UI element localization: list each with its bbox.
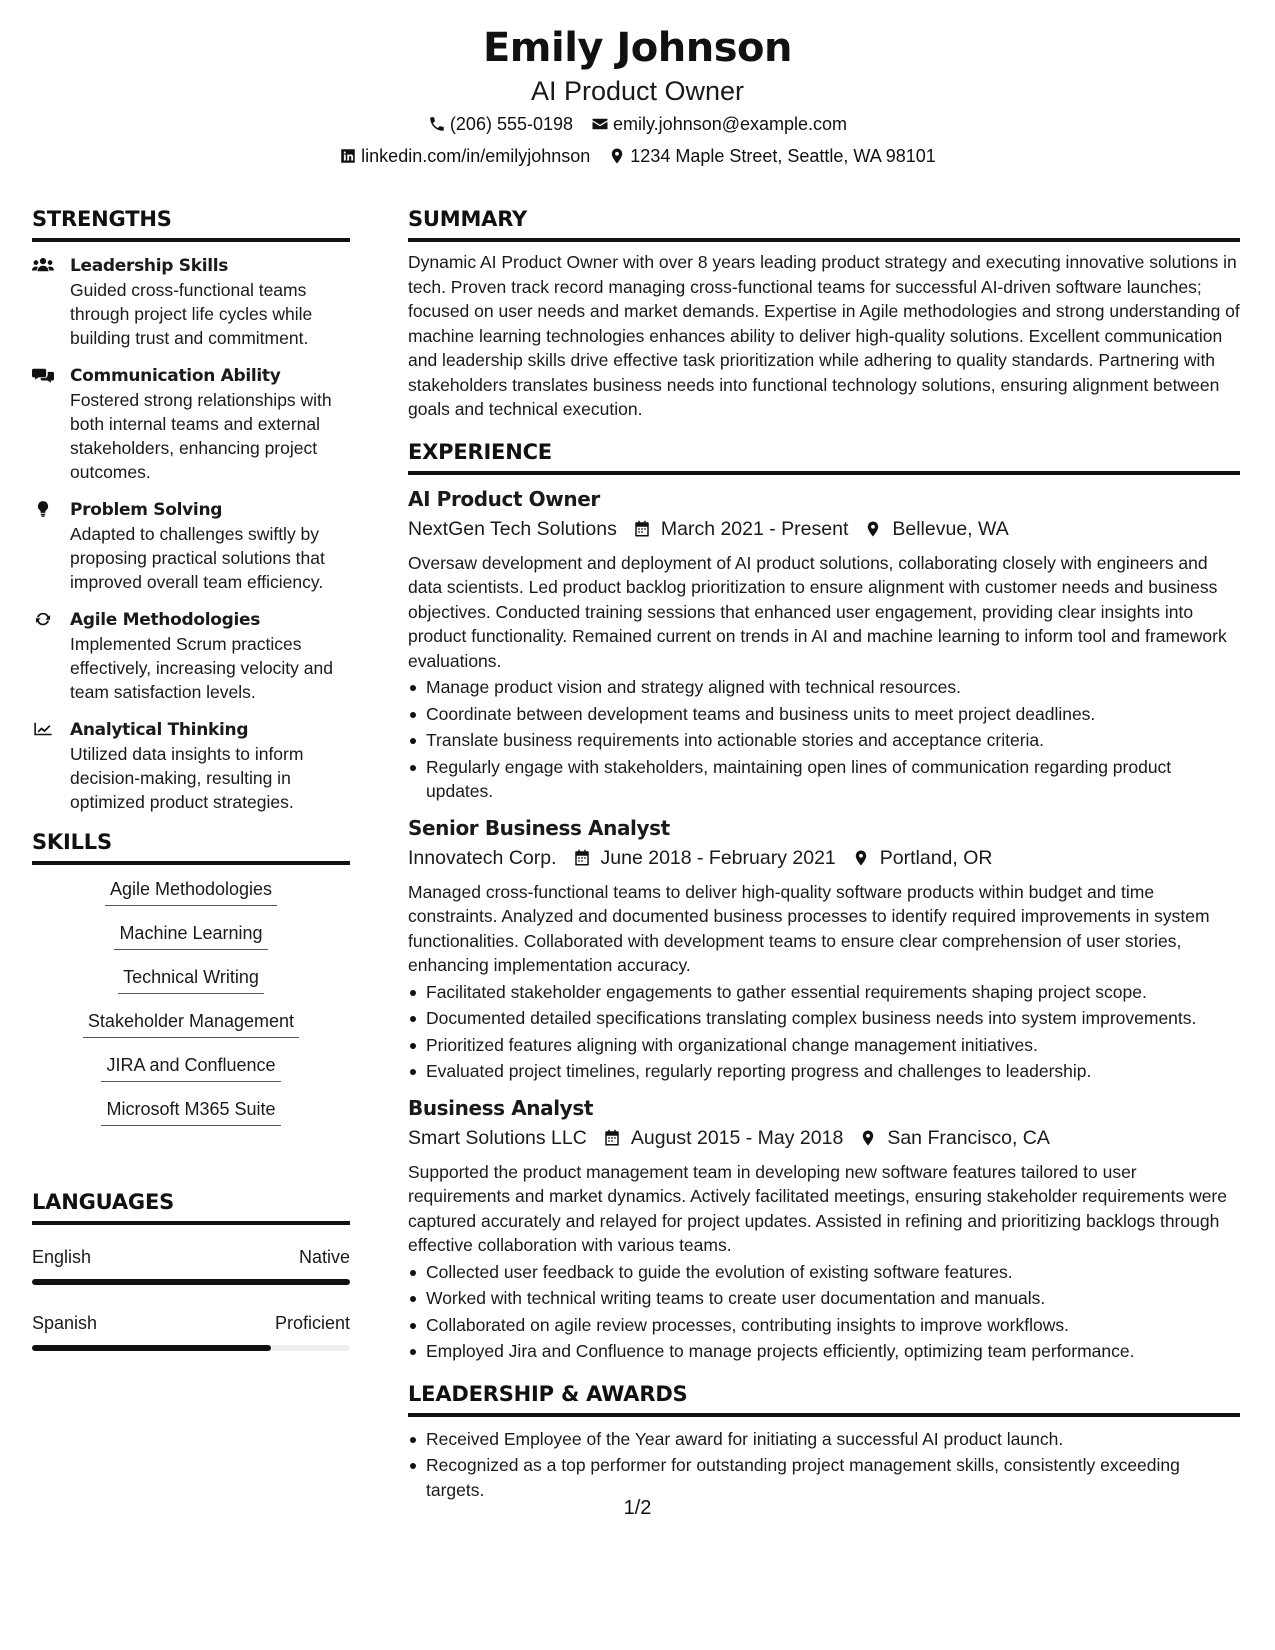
skill-tag: Technical Writing <box>118 965 264 994</box>
awards-list <box>408 1427 1240 1503</box>
email-address[interactable]: emily.johnson@example.com <box>613 114 848 134</box>
languages-section <box>32 1188 350 1351</box>
experience-section <box>408 438 1240 1364</box>
bullet-item: Collaborated on agile review processes, contributing insights to improve workflows. <box>408 1313 1240 1338</box>
language-proficiency-bar <box>32 1345 350 1351</box>
strength-title: Leadership Skills <box>70 256 229 276</box>
job-description: Oversaw development and deployment of AI product solutions, collaborating closely with engineers and data scientists. Led product backlog prioritization to ensure alignment with customer needs and business objectives. Conducted training sessions that enhanced user engagement, providing clear insights into product functionality. Remained current on trends in AI and machine learning to inform tool and framework evaluations. <box>408 552 1227 671</box>
skills-list <box>32 877 350 1141</box>
job-location: Bellevue, WA <box>892 517 1009 540</box>
bullet-item: Translate business requirements into actionable stories and acceptance criteria. <box>408 728 1240 753</box>
strength-title: Agile Methodologies <box>70 610 261 630</box>
candidate-title: AI Product Owner <box>530 76 745 106</box>
awards-section <box>408 1380 1240 1503</box>
strength-description: Fostered strong relationships with both internal teams and external stakeholders, enhancing project outcomes. <box>70 390 332 482</box>
right-column <box>408 205 1240 1504</box>
street-address: 1234 Maple Street, Seattle, WA 98101 <box>630 146 936 166</box>
summary-heading: SUMMARY <box>408 205 1240 242</box>
bullet-item: Evaluated project timelines, regularly reporting progress and challenges to leadership. <box>408 1059 1240 1084</box>
language-name: Spanish <box>32 1313 98 1333</box>
job-entry <box>408 814 1240 1084</box>
comments-icon <box>32 366 54 384</box>
job-location: Portland, OR <box>879 846 993 869</box>
bullet-item: Regularly engage with stakeholders, maintaining open lines of communication regarding product updates. <box>408 755 1240 804</box>
award-item: Recognized as a top performer for outstanding project management skills, consistently exceeding targets. <box>408 1453 1240 1502</box>
job-meta <box>408 515 1240 543</box>
phone-number: (206) 555-0198 <box>449 114 574 134</box>
job-title: Business Analyst <box>408 1095 593 1120</box>
map-pin-icon <box>852 849 870 867</box>
lightbulb-icon <box>32 500 54 518</box>
awards-heading: LEADERSHIP & AWARDS <box>408 1380 1240 1417</box>
strengths-heading: STRENGTHS <box>32 205 350 242</box>
left-column <box>32 205 350 1351</box>
company-name: Innovatech Corp. <box>408 846 557 869</box>
job-bullets <box>408 675 1240 804</box>
calendar-icon <box>633 520 651 538</box>
job-dates: March 2021 - Present <box>660 517 849 540</box>
job-meta <box>408 844 1240 872</box>
language-proficiency-fill <box>32 1345 271 1351</box>
job-description: Supported the product management team in developing new software features tailored to user requirements and market dynamics. Actively facilitated meetings, ensuring stakeholder requirements were captured accurately and relayed for project updates. Assisted in refining and prioritizing backlogs through effective collaboration with various teams. <box>408 1161 1227 1255</box>
strength-title: Problem Solving <box>70 500 223 520</box>
language-proficiency-bar <box>32 1279 350 1285</box>
job-title: AI Product Owner <box>408 486 600 511</box>
page-number: 1/2 <box>623 1497 652 1519</box>
sync-icon <box>32 610 54 628</box>
strength-title: Communication Ability <box>70 366 281 386</box>
address-contact <box>608 145 936 167</box>
award-item: Received Employee of the Year award for initiating a successful AI product launch. <box>408 1427 1240 1452</box>
bullet-item: Manage product vision and strategy aligned with technical resources. <box>408 675 1240 700</box>
job-meta <box>408 1124 1240 1152</box>
job-description: Managed cross-functional teams to deliver high-quality software products within budget and time constraints. Analyzed and documented business processes to identify required improvements in system functionalities. Collaborated with development teams to ensure clear comprehension of user stories, enhancing implementation accuracy. <box>408 881 1210 975</box>
bullet-item: Documented detailed specifications translating complex business needs into system improvements. <box>408 1006 1240 1031</box>
map-pin-icon <box>608 147 626 165</box>
strength-item <box>32 608 350 704</box>
job-title: Senior Business Analyst <box>408 815 670 840</box>
skill-tag: Microsoft M365 Suite <box>101 1097 280 1126</box>
strengths-section <box>32 205 350 814</box>
contact-row-2 <box>0 145 1275 167</box>
job-dates: August 2015 - May 2018 <box>630 1126 844 1149</box>
language-level: Native <box>298 1247 350 1267</box>
strength-description: Utilized data insights to inform decision-making, resulting in optimized product strategies. <box>70 744 304 812</box>
job-entry <box>408 1094 1240 1364</box>
job-bullets <box>408 980 1240 1084</box>
phone-icon <box>428 115 446 133</box>
strength-item <box>32 364 350 484</box>
calendar-icon <box>603 1129 621 1147</box>
experience-heading: EXPERIENCE <box>408 438 1240 475</box>
linkedin-icon <box>339 147 357 165</box>
skills-heading: SKILLS <box>32 828 350 865</box>
bullet-item: Collected user feedback to guide the evolution of existing software features. <box>408 1260 1240 1285</box>
strength-item <box>32 254 350 350</box>
strengths-list <box>32 254 350 814</box>
linkedin-contact <box>339 145 590 167</box>
language-level: Proficient <box>274 1313 350 1333</box>
contact-row-1 <box>0 113 1275 135</box>
job-bullets <box>408 1260 1240 1364</box>
bullet-item: Prioritized features aligning with organizational change management initiatives. <box>408 1033 1240 1058</box>
summary-text: Dynamic AI Product Owner with over 8 years leading product strategy and executing innovative solutions in tech. Proven track record managing cross-functional teams for successful AI-driven software launches; focused on user needs and market demands. Expertise in Agile methodologies and strong understanding of machine learning technologies enhances ability to deliver high-quality solutions. Excellent communication and leadership skills drive effective task prioritization while adhering to quality standards. Partnering with stakeholders translates business needs into functional technology solutions, ensuring alignment between goals and technical execution. <box>408 252 1240 419</box>
candidate-name: Emily Johnson <box>482 25 792 71</box>
language-name: English <box>32 1247 92 1267</box>
strength-description: Implemented Scrum practices effectively, increasing velocity and team satisfaction levels. <box>70 634 333 702</box>
bullet-item: Facilitated stakeholder engagements to gather essential requirements shaping project scope. <box>408 980 1240 1005</box>
summary-section <box>408 205 1240 422</box>
strength-item <box>32 498 350 594</box>
map-pin-icon <box>859 1129 877 1147</box>
chart-line-icon <box>32 720 54 738</box>
languages-heading: LANGUAGES <box>32 1188 350 1225</box>
users-icon <box>32 256 54 274</box>
skill-tag: JIRA and Confluence <box>101 1053 280 1082</box>
bullet-item: Coordinate between development teams and business units to meet project deadlines. <box>408 702 1240 727</box>
language-item <box>32 1311 350 1351</box>
phone-contact <box>428 113 573 135</box>
linkedin-url[interactable]: linkedin.com/in/emilyjohnson <box>361 146 591 166</box>
strength-description: Guided cross-functional teams through project life cycles while building trust and commitment. <box>70 280 313 348</box>
skill-tag: Stakeholder Management <box>83 1009 299 1038</box>
strength-title: Analytical Thinking <box>70 720 249 740</box>
strength-item <box>32 718 350 814</box>
skill-tag: Agile Methodologies <box>105 877 277 906</box>
job-dates: June 2018 - February 2021 <box>600 846 836 869</box>
job-location: San Francisco, CA <box>887 1126 1050 1149</box>
email-contact <box>591 113 847 135</box>
bullet-item: Employed Jira and Confluence to manage projects efficiently, optimizing team performance. <box>408 1339 1240 1364</box>
language-proficiency-fill <box>32 1279 350 1285</box>
company-name: Smart Solutions LLC <box>408 1126 587 1149</box>
bullet-item: Worked with technical writing teams to create user documentation and manuals. <box>408 1286 1240 1311</box>
language-item <box>32 1245 350 1285</box>
strength-description: Adapted to challenges swiftly by proposing practical solutions that improved overall team efficiency. <box>70 524 325 592</box>
job-entry <box>408 485 1240 804</box>
resume-header <box>0 22 1275 167</box>
map-pin-icon <box>864 520 882 538</box>
skills-section <box>32 828 350 1141</box>
company-name: NextGen Tech Solutions <box>408 517 617 540</box>
calendar-icon <box>573 849 591 867</box>
skill-tag: Machine Learning <box>114 921 267 950</box>
envelope-icon <box>591 115 609 133</box>
